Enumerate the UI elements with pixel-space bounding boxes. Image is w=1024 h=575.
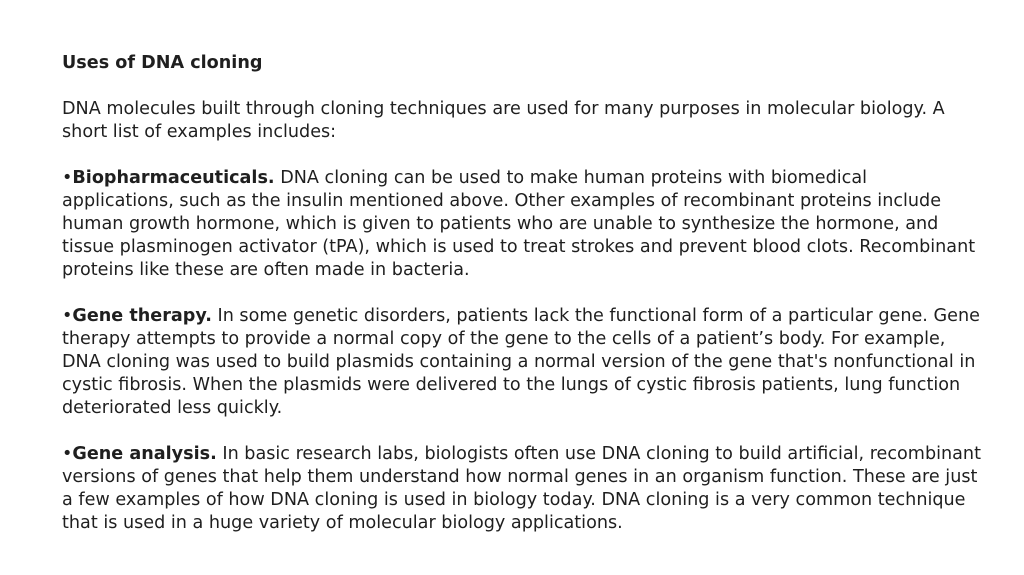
bullet-glyph: •	[62, 444, 73, 464]
item-text: In some genetic disorders, patients lack the functional form of a particular gene. Gene therapy attempts to provide a normal copy of the gene to the cells of a patient’s body. For example, DNA cloning was used to build plasmids containing a normal version of the gene that's nonfunctional in cystic fibrosis. When the plasmids were delivered to the lungs of cystic fibrosis patients, lung function deteriorated less quickly.	[62, 306, 980, 418]
item-text: In basic research labs, biologists often use DNA cloning to build artificial, recombinant versions of genes that help them understand how normal genes in an organism function. These are just a few examples of how DNA cloning is used in biology today. DNA cloning is a very common technique that is used in a huge variety of molecular biology applications.	[62, 444, 981, 533]
list-item-gene-therapy	[62, 305, 984, 420]
list-item-gene-analysis	[62, 443, 984, 535]
intro-paragraph: DNA molecules built through cloning techniques are used for many purposes in molecular biology. A short list of examples includes:	[62, 99, 945, 142]
item-term: Biopharmaceuticals.	[72, 168, 275, 188]
item-term: Gene analysis.	[72, 444, 217, 464]
bullet-glyph: •	[62, 168, 73, 188]
page-title: Uses of DNA cloning	[62, 53, 263, 73]
list-item-biopharmaceuticals	[62, 167, 984, 282]
item-text: DNA cloning can be used to make human proteins with biomedical applications, such as the insulin mentioned above. Other examples of recombinant proteins include human growth hormone, which is given to patients who are unable to synthesize the hormone, and tissue plasminogen activator (tPA), which is used to treat strokes and prevent blood clots. Recombinant proteins like these are often made in bacteria.	[62, 168, 976, 280]
item-term: Gene therapy.	[72, 306, 212, 326]
bullet-glyph: •	[62, 306, 73, 326]
